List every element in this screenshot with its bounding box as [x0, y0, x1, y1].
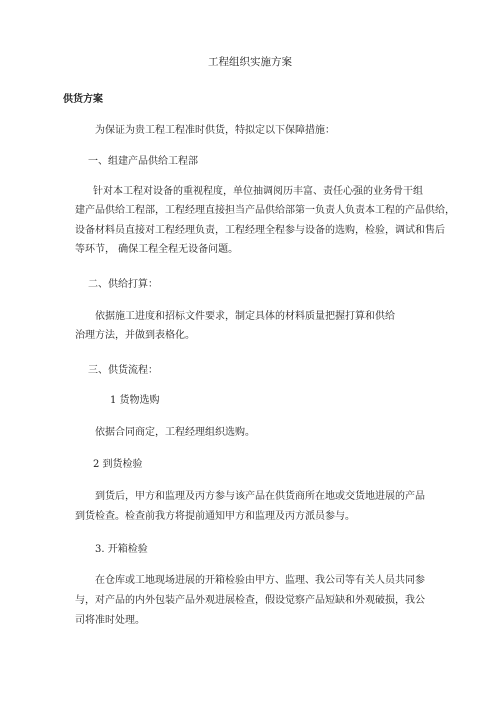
- step1-heading: 1 货物选购: [110, 395, 160, 406]
- step1-line: 依据合同商定，工程经理组织选购。: [95, 427, 255, 438]
- intro-paragraph: 为保证为贵工程工程准时供货，特拟定以下保障措施：: [95, 125, 335, 136]
- step3-heading: 3. 开箱检验: [95, 544, 148, 555]
- step2-line: 到货后，甲方和监理及丙方参与该产品在供货商所在地或交货地进展的产品: [95, 491, 425, 502]
- part2-line: 治理方法，并做到表格化。: [75, 330, 195, 341]
- step2-heading: 2 到货检验: [93, 459, 143, 470]
- step2-line: 到货检查。检查前我方将提前通知甲方和监理及丙方派员参与。: [75, 511, 355, 522]
- part1-heading: 一、组建产品供给工程部: [88, 156, 198, 167]
- part1-line: 针对本工程对设备的重视程度，单位抽调阅历丰富、责任心强的业务骨干组: [93, 186, 423, 197]
- section-heading: 供货方案: [63, 94, 103, 105]
- part1-line: 设备材料员直接对工程经理负责，工程经理全程参与设备的选购，检验，调试和售后: [75, 225, 445, 236]
- part2-heading: 二、供给打算：: [88, 279, 158, 290]
- step3-line: 与，对产品的内外包装产品外观进展检查，假设觉察产品短缺和外观破损，我公: [75, 595, 425, 606]
- part1-line: 建产品供给工程部，工程经理直接担当产品供给部第一负责人负责本工程的产品供给，: [75, 205, 455, 216]
- step3-line: 在仓库或工地现场进展的开箱检验由甲方、监理、我公司等有关人员共同参: [95, 575, 425, 586]
- document-title: 工程组织实施方案: [208, 56, 292, 68]
- part3-heading: 三、供货流程：: [88, 365, 158, 376]
- part1-line: 等环节， 确保工程全程无设备问题。: [75, 244, 239, 255]
- part2-line: 依据施工进度和招标文件要求，制定具体的材料质量把握打算和供给: [95, 311, 395, 322]
- step3-line: 司将准时处理。: [75, 615, 145, 626]
